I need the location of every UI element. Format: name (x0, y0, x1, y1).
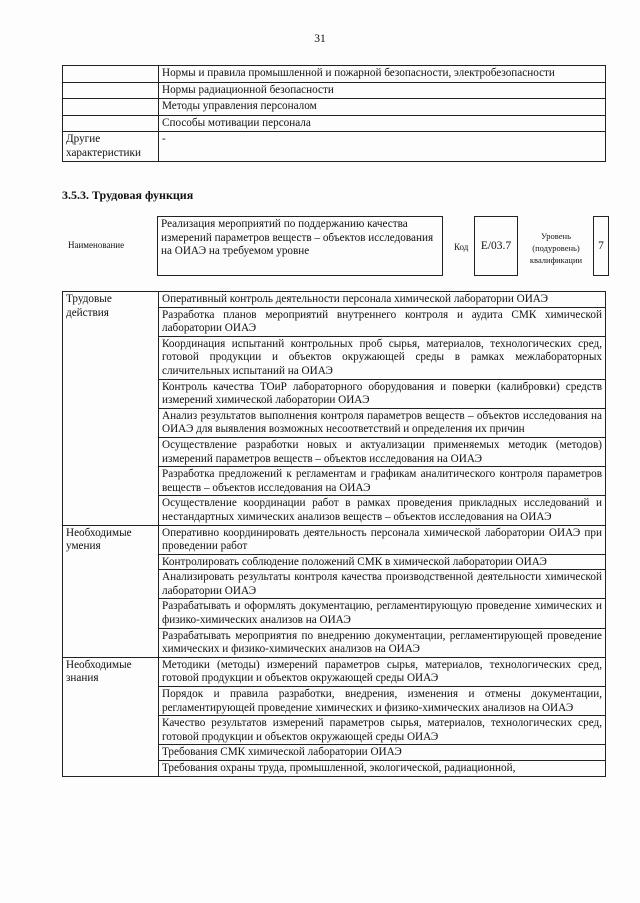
list-item: Контроль качества ТОиР лабораторного оборудования и поверки (калибровки) средств измерений химической лаборатории ОИАЭ (159, 379, 606, 408)
level-box: 7 (593, 216, 609, 276)
row-label (63, 115, 159, 132)
row-text: - (159, 132, 606, 162)
list-item: Оперативно координировать деятельность персонала химической лаборатории ОИАЭ при проведении работ (159, 525, 606, 554)
list-item: Разработка предложений к регламентам и графикам аналитического контроля параметров веществ – объектов исследования на ОИАЭ (159, 467, 606, 496)
list-item: Разрабатывать мероприятия по внедрению документации, регламентирующей проведение химических и физико-химических анализов на ОИАЭ (159, 628, 606, 657)
list-item: Порядок и правила разработки, внедрения, изменения и отмены документации, регламентирующей проведение химических и физико-химических анализов на ОИАЭ (159, 687, 606, 716)
section-heading: 3.5.3. Трудовая функция (62, 188, 194, 202)
row-text: Способы мотивации персонала (159, 115, 606, 132)
previous-function-table (62, 65, 606, 162)
function-details-table (62, 291, 606, 777)
list-item: Качество результатов измерений параметров сырья, материалов, технологических сред, готовой продукции и объектов окружающей среды ОИАЭ (159, 716, 606, 745)
list-item: Анализ результатов выполнения контроля параметров веществ – объектов исследования на ОИАЭ для выявления возможных несоответствий и определения их причин (159, 408, 606, 437)
code-label: Код (454, 242, 469, 252)
group-label: Необходимые знания (63, 657, 159, 776)
list-item: Разрабатывать и оформлять документацию, регламентирующую проведение химических и физико-химических анализов на ОИАЭ (159, 599, 606, 628)
list-item: Контролировать соблюдение положений СМК в химической лаборатории ОИАЭ (159, 554, 606, 570)
list-item: Координация испытаний контрольных проб сырья, материалов, технологических сред, готовой продукции и объектов окружающей среды в рамках межлабораторных сличительных испытаний на ОИАЭ (159, 336, 606, 379)
list-item: Осуществление разработки новых и актуализации применяемых методик (методов) измерений параметров веществ – объектов исследования на ОИАЭ (159, 437, 606, 466)
table-row (63, 99, 606, 116)
row-label (63, 99, 159, 116)
table-row (63, 657, 606, 686)
table-row (63, 525, 606, 554)
row-label (63, 66, 159, 83)
table-row (63, 115, 606, 132)
table-row (63, 66, 606, 83)
list-item: Требования охраны труда, промышленной, экологической, радиационной, (159, 761, 606, 777)
row-text: Нормы и правила промышленной и пожарной безопасности, электробезопасности (159, 66, 606, 83)
table-row (63, 292, 606, 308)
list-item: Методики (методы) измерений параметров сырья, материалов, технологических сред, готовой продукции и объектов окружающей среды ОИАЭ (159, 657, 606, 686)
list-item: Анализировать результаты контроля качества производственной деятельности химической лаборатории ОИАЭ (159, 570, 606, 599)
list-item: Требования СМК химической лаборатории ОИАЭ (159, 745, 606, 761)
level-label: Уровень (подуровень) квалификации (529, 231, 583, 265)
row-text: Нормы радиационной безопасности (159, 82, 606, 99)
row-text: Методы управления персоналом (159, 99, 606, 116)
list-item: Оперативный контроль деятельности персонала химической лаборатории ОИАЭ (159, 292, 606, 308)
function-name-box: Реализация мероприятий по поддержанию качества измерений параметров веществ – объектов исследования на ОИАЭ на требуемом уровне (157, 216, 443, 276)
name-label: Наименование (68, 240, 125, 250)
group-label: Необходимые умения (63, 525, 159, 657)
table-row (63, 82, 606, 99)
page-number: 31 (314, 33, 326, 45)
list-item: Осуществление координации работ в рамках проведения прикладных исследований и нестандартных химических анализов веществ – объектов исследования на ОИАЭ (159, 496, 606, 525)
row-label (63, 82, 159, 99)
list-item: Разработка планов мероприятий внутреннего контроля и аудита СМК химической лаборатории ОИАЭ (159, 307, 606, 336)
code-box: E/03.7 (474, 216, 518, 276)
row-label: Другие характеристики (63, 132, 159, 162)
group-label: Трудовые действия (63, 292, 159, 526)
table-row (63, 132, 606, 162)
